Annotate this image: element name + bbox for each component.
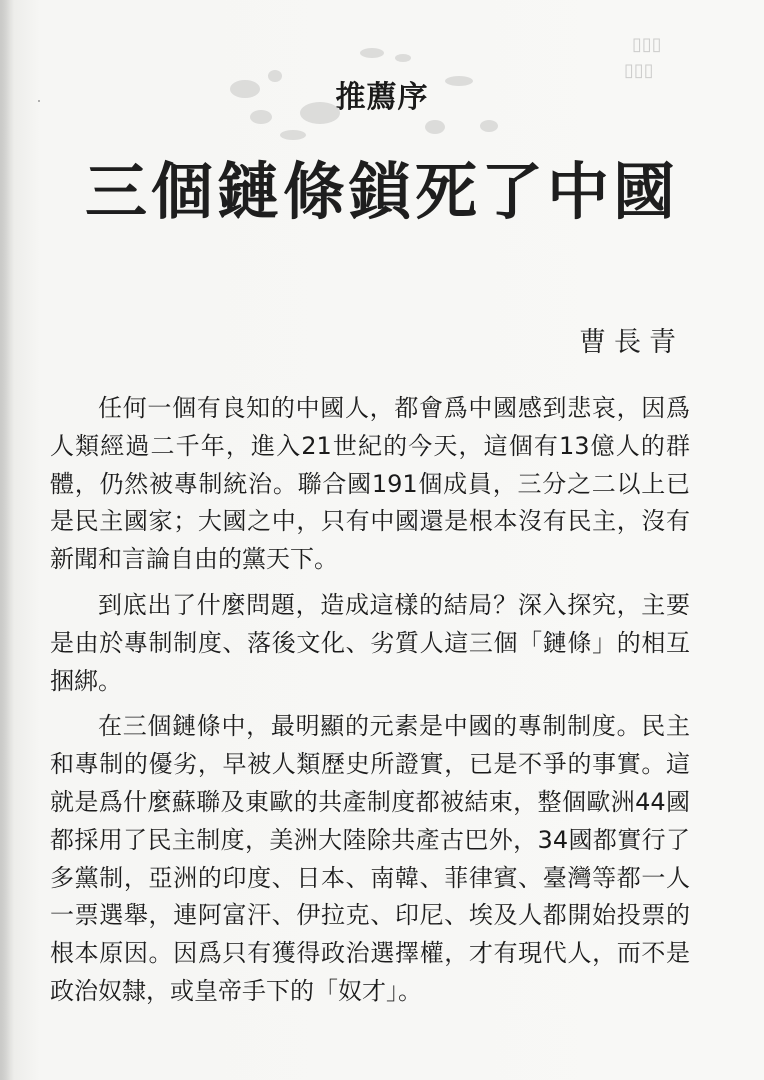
paragraph: 任何一個有良知的中國人，都會爲中國感到悲哀，因爲人類經過二千年，進入21世紀的今天，這個有13億人的群體，仍然被專制統治。聯合國191個成員，三分之二以上已是民主國家；大國之中，只有中國還是根本沒有民主，沒有新聞和言論自由的黨天下。 [50,394,690,574]
section-label: 推薦序 [335,80,429,115]
bleed-through-marks: ▯▯▯ ▯▯▯ [624,34,662,81]
paragraph: 到底出了什麼問題，造成這樣的結局？深入探究，主要是由於專制制度、落後文化、劣質人這三個「鏈條」的相互捆綁。 [50,590,690,695]
page-title: 三個鏈條鎖死了中國 [84,155,679,228]
paragraph: 在三個鏈條中，最明顯的元素是中國的專制制度。民主和專制的優劣，早被人類歷史所證實，已是不爭的事實。這就是爲什麼蘇聯及東歐的共產制度都被結束，整個歐洲44國都採用了民主制度，美洲大陸除共產古巴外，34國都實行了多黨制，亞洲的印度、日本、南韓、菲律賓、臺灣等都一人一票選舉，連阿富汗、伊拉克、印尼、埃及人都開始投票的根本原因。因爲只有獲得政治選擇權，才有現代人，而不是政治奴隸，或皇帝手下的「奴才」。 [50,712,690,1005]
body-text [50,390,690,1019]
author-name: 曹長青 [579,327,684,358]
